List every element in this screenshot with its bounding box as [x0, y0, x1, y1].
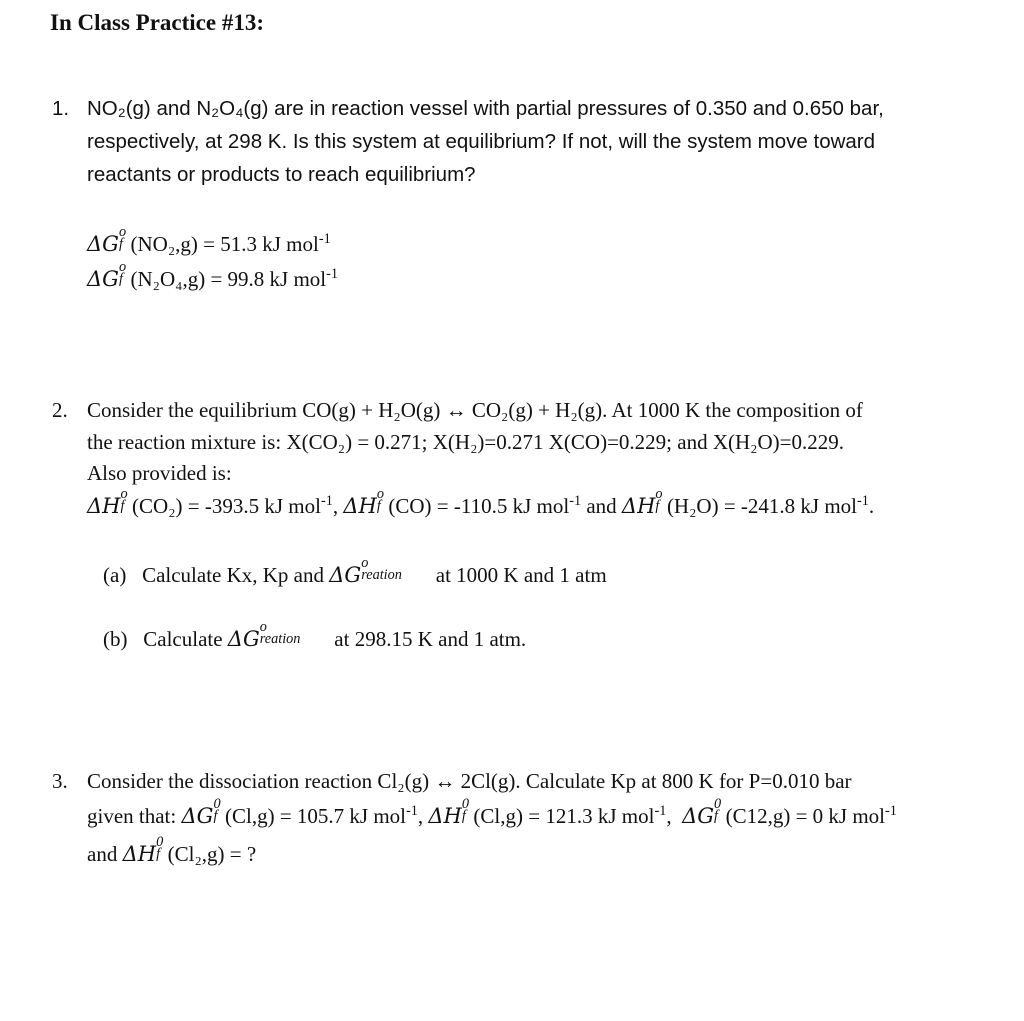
- problem-3-line-3: and ΔH 0 f (Cl₂,g) = ?: [87, 833, 257, 866]
- problem-1-line-3: reactants or products to reach equilibrium?: [87, 163, 476, 186]
- page-title: In Class Practice #13:: [50, 10, 264, 35]
- problem-2-line-1: Consider the equilibrium CO(g) + H₂O(g) ↔ CO₂(g) + H₂(g). At 1000 K the composition of: [87, 398, 863, 422]
- problem-2-line-3: Also provided is:: [87, 461, 232, 485]
- problem-1-number: 1.: [52, 97, 70, 120]
- problem-3-line-2: given that: ΔG 0 f (Cl,g) = 105.7 kJ mol$^{-1}$, ΔH 0 f (Cl,g) = 121.3 kJ mol$^{-1}$, ΔG 0 f (C12,g) = 0 kJ mol$^{-1}$: [87, 795, 897, 828]
- problem-1-line-1: NO₂(g) and N₂O₄(g) are in reaction vessel with partial pressures of 0.350 and 0.650 bar,: [87, 97, 884, 120]
- problem-3-line-1: Consider the dissociation reaction Cl₂(g) ↔ 2Cl(g). Calculate Kp at 800 K for P=0.010 bar: [87, 769, 852, 793]
- part-b: (b) Calculate ΔG o reation at 298.15 K and 1 atm.: [103, 618, 527, 651]
- part-a: (a) Calculate Kx, Kp and ΔG o reation at 1000 K and 1 atm: [103, 554, 607, 587]
- problem-1-line-2: respectively, at 298 K. Is this system at equilibrium? If not, will the system move toward: [87, 130, 876, 153]
- given-gibbs-n2o4: ΔG o f (N₂O₄,g) = 99.8 kJ mol$^{-1}$: [87, 258, 339, 291]
- problem-2-line-2: the reaction mixture is: X(CO₂) = 0.271; X(H₂)=0.271 X(CO)=0.229; and X(H₂O)=0.229.: [87, 430, 844, 454]
- part-a-label: (a): [103, 563, 127, 587]
- problem-2-enthalpies: ΔH o f (CO₂) = -393.5 kJ mol$^{-1}$, ΔH o f (CO) = -110.5 kJ mol$^{-1}$ and ΔH o f (H₂O) = -241.8 kJ mol$^{-1}$.: [87, 485, 875, 518]
- problem-2-number: 2.: [52, 398, 68, 422]
- part-b-label: (b): [103, 627, 128, 651]
- given-gibbs-no2: ΔG o f (NO₂,g) = 51.3 kJ mol$^{-1}$: [87, 223, 331, 256]
- problem-3-number: 3.: [52, 769, 68, 793]
